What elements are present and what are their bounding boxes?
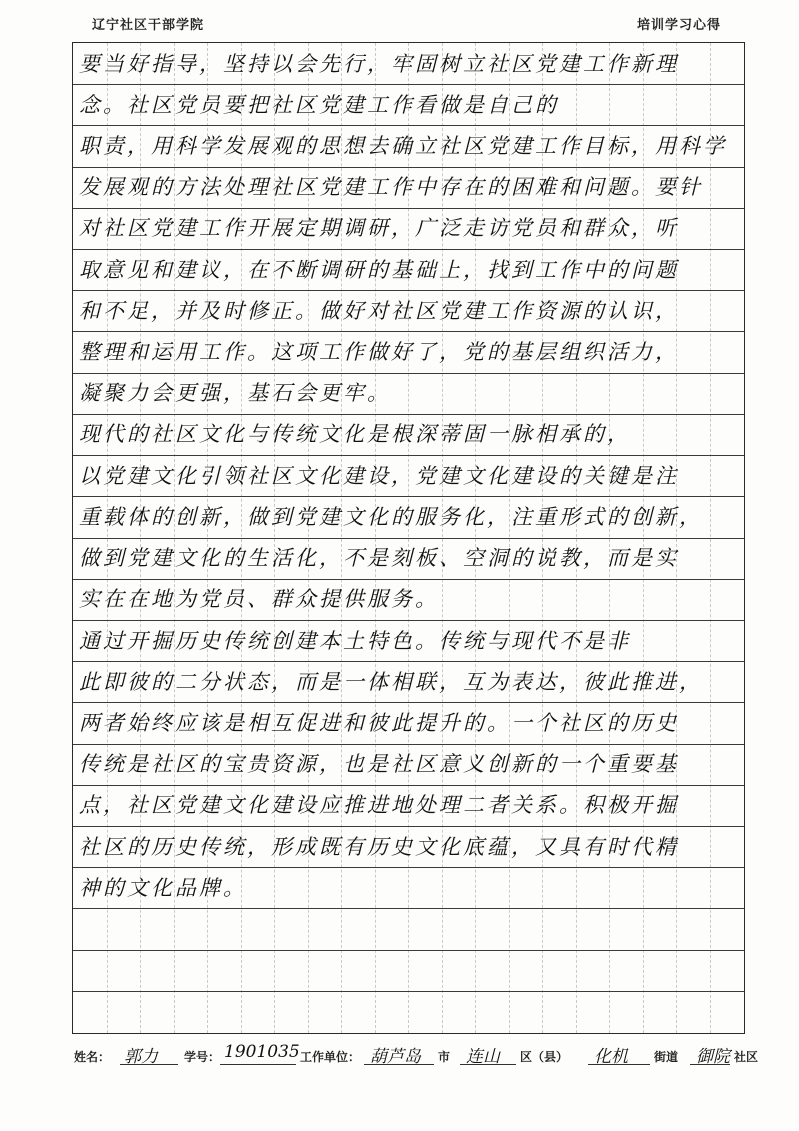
- ruled-writing-area: [72, 42, 745, 1034]
- handwritten-line: 社区的历史传统，形成既有历史文化底蕴，又具有时代精: [79, 834, 679, 859]
- ruled-line: [73, 867, 744, 868]
- ruled-line: [73, 950, 744, 951]
- handwritten-line: 做到党建文化的生活化，不是刻板、空洞的说教，而是实: [79, 546, 679, 571]
- street-label: 街道: [654, 1050, 679, 1064]
- handwritten-line: 传统是社区的宝贵资源，也是社区意义创新的一个重要基: [79, 752, 679, 777]
- name-value: 郭力: [124, 1047, 158, 1067]
- city-label: 市: [438, 1050, 451, 1064]
- ruled-line: [73, 373, 744, 374]
- handwritten-line: 凝聚力会更强，基石会更牢。: [79, 381, 391, 406]
- name-underline: [120, 1064, 178, 1065]
- handwritten-line: 要当好指导，坚持以会先行，牢固树立社区党建工作新理: [79, 51, 679, 76]
- ruled-line: [73, 908, 744, 909]
- handwritten-line: 整理和运用工作。这项工作做好了，党的基层组织活力，: [79, 340, 679, 365]
- ruled-line: [73, 620, 744, 621]
- handwritten-line: 实在在地为党员、群众提供服务。: [79, 587, 439, 612]
- handwritten-line: 以党建文化引领社区文化建设，党建文化建设的关键是注: [79, 463, 679, 488]
- handwritten-line: 取意见和建议，在不断调研的基础上，找到工作中的问题: [79, 257, 679, 282]
- ruled-line: [73, 331, 744, 332]
- header-institution: 辽宁社区干部学院: [92, 18, 205, 33]
- ruled-line: [73, 826, 744, 827]
- id-underline: [220, 1064, 296, 1065]
- work-unit-label: 工作单位：: [300, 1050, 361, 1064]
- ruled-line: [73, 167, 744, 168]
- ruled-line: [73, 496, 744, 497]
- district-underline: [460, 1064, 516, 1065]
- district-label: 区（县）: [520, 1050, 569, 1064]
- ruled-line: [73, 455, 744, 456]
- ruled-line: [73, 249, 744, 250]
- community-value: 御院: [696, 1047, 730, 1067]
- handwritten-line: 此即彼的二分状态，而是一体相联，互为表达，彼此推进，: [79, 669, 703, 694]
- name-label: 姓名：: [74, 1050, 111, 1064]
- handwritten-line: 念。社区党员要把社区党建工作看做是自己的: [79, 92, 559, 117]
- ruled-line: [73, 744, 744, 745]
- city-value: 葫芦岛: [370, 1047, 421, 1067]
- id-value: 1901035: [224, 1042, 300, 1062]
- handwritten-line: 职责，用科学发展观的思想去确立社区党建工作目标，用科学: [79, 134, 727, 159]
- id-label: 学号：: [184, 1050, 221, 1064]
- ruled-line: [73, 414, 744, 415]
- handwritten-line: 两者始终应该是相互促进和彼此提升的。一个社区的历史: [79, 710, 679, 735]
- city-underline: [364, 1064, 434, 1065]
- street-value: 化机: [594, 1047, 628, 1067]
- footer-info: [74, 1040, 759, 1070]
- handwritten-line: 通过开掘历史传统创建本土特色。传统与现代不是非: [79, 628, 631, 653]
- ruled-line: [73, 702, 744, 703]
- ruled-line: [73, 991, 744, 992]
- ruled-line: [73, 208, 744, 209]
- street-underline: [588, 1064, 650, 1065]
- handwritten-line: 对社区党建工作开展定期调研，广泛走访党员和群众，听: [79, 216, 679, 241]
- ruled-line: [73, 661, 744, 662]
- ruled-line: [73, 785, 744, 786]
- ruled-line: [73, 579, 744, 580]
- handwritten-line: 神的文化品牌。: [79, 875, 247, 900]
- header-doc-type: 培训学习心得: [636, 18, 721, 33]
- community-label: 社区: [734, 1050, 759, 1064]
- district-value: 连山: [466, 1047, 500, 1067]
- ruled-line: [73, 125, 744, 126]
- handwritten-line: 发展观的方法处理社区党建工作中存在的困难和问题。要针: [79, 175, 703, 200]
- handwritten-line: 点，社区党建文化建设应推进地处理二者关系。积极开掘: [79, 793, 679, 818]
- handwritten-line: 和不足，并及时修正。做好对社区党建工作资源的认识，: [79, 298, 679, 323]
- ruled-line: [73, 538, 744, 539]
- community-underline: [690, 1064, 730, 1065]
- handwritten-line: 现代的社区文化与传统文化是根深蒂固一脉相承的，: [79, 422, 631, 447]
- ruled-line: [73, 290, 744, 291]
- ruled-line: [73, 84, 744, 85]
- handwritten-line: 重载体的创新，做到党建文化的服务化，注重形式的创新，: [79, 504, 703, 529]
